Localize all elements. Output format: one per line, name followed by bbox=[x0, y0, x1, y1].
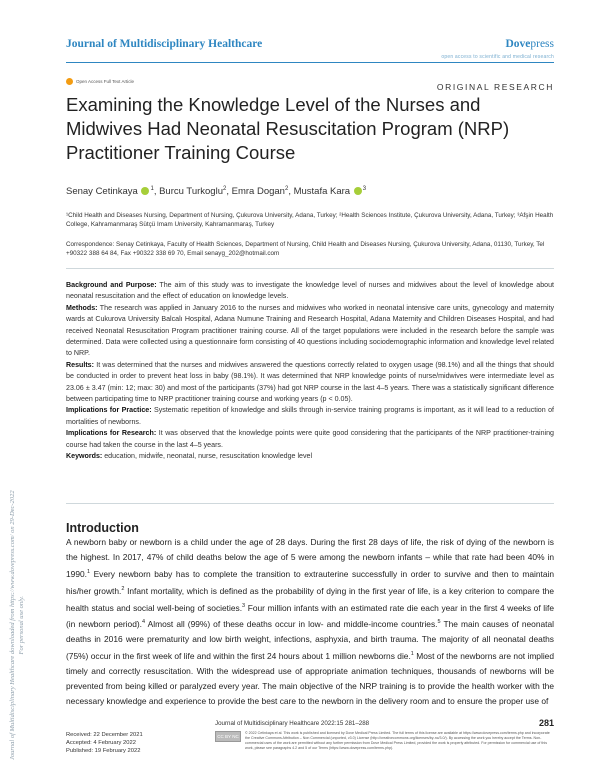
abstract-background bbox=[66, 280, 554, 303]
abstract-research-text: It was observed that the knowledge points were quite good considering that the participants of the NRP practitioner-training course had taken the course in the last 4–5 years. bbox=[66, 429, 555, 449]
abstract-top-divider bbox=[66, 268, 554, 269]
correspondence: Correspondence: Senay Cetinkaya, Faculty of Health Sciences, Department of Nursing, Child Health and Diseases Nursing, Çukurova University, Adana, 01130, Turkey, Tel +90322 388 64 84, Fax +90322 338 69 70, Email senayg_202@hotmail.com bbox=[66, 241, 545, 258]
orcid-icon[interactable] bbox=[354, 187, 362, 195]
intro-text: Almost all (99%) of these deaths occur in low- and middle-income countries. bbox=[145, 619, 438, 630]
open-access-label: Open Access Full Text Article bbox=[76, 79, 134, 84]
affiliations: ¹Child Health and Diseases Nursing, Department of Nursing, Çukurova University, Adana, Turkey; ²Health Sciences Institute, Çukurova University, Adana, Turkey; ³Afşin Health College, Kahramanmaraş Sütçü Imam University, Kahramanmaraş, Turkey bbox=[66, 212, 554, 229]
intro-text: A newborn baby or newborn is a child under the age of 28 days. During the first 28 days of life, the risk of dying of the newborn is the highest. In 2017, 47% of child deaths below the age of 5 were among the newborn infants – while that rate had been 40% in 1990. bbox=[66, 537, 554, 579]
article-title: Examining the Knowledge Level of the Nurses and Midwives Had Neonatal Resuscitation Program (NRP) Practitioner Training Course bbox=[66, 94, 510, 163]
abstract-research bbox=[66, 428, 554, 451]
intro-text: The main causes of neonatal deaths in 2016 were prematurity and low birth weight, infections, asphyxia, and birth trauma. The majority of all neonatal deaths (75%) occur in the first week of life and within the first 24 hours about 1 million newborns die. bbox=[66, 619, 554, 661]
abstract-keywords bbox=[66, 451, 554, 462]
abstract-practice bbox=[66, 405, 554, 428]
citation-link[interactable]: 5 bbox=[437, 619, 441, 626]
publisher-logo[interactable] bbox=[505, 38, 554, 50]
abstract bbox=[66, 280, 554, 463]
abstract-keywords-text: education, midwife, neonatal, nurse, resuscitation knowledge level bbox=[102, 452, 313, 461]
creative-commons-icon[interactable]: CC BY NC bbox=[215, 731, 241, 742]
header-divider bbox=[66, 62, 554, 63]
author-name[interactable]: Mustafa Kara bbox=[293, 186, 351, 198]
publication-dates bbox=[66, 731, 143, 755]
received-date: Received: 22 December 2021 bbox=[66, 732, 143, 738]
journal-name[interactable]: Journal of Multidisciplinary Healthcare bbox=[66, 38, 263, 50]
author-name[interactable]: Senay Cetinkaya bbox=[66, 186, 138, 198]
citation-link[interactable]: 3 bbox=[242, 602, 246, 609]
abstract-background-label: Background and Purpose: bbox=[66, 281, 157, 289]
abstract-research-label: Implications for Research: bbox=[66, 429, 157, 438]
orcid-icon[interactable] bbox=[141, 187, 149, 195]
author-affil-ref: 1 bbox=[150, 186, 154, 192]
abstract-methods bbox=[66, 303, 554, 360]
download-watermark-text bbox=[8, 490, 26, 760]
publisher-logo-bold: Dove bbox=[505, 38, 531, 50]
introduction-paragraph bbox=[66, 535, 554, 709]
abstract-practice-label: Implications for Practice: bbox=[66, 406, 152, 415]
abstract-keywords-label: Keywords: bbox=[66, 452, 103, 461]
open-access-badge bbox=[66, 78, 134, 85]
author-affil-ref: 2 bbox=[284, 186, 289, 192]
download-watermark bbox=[8, 490, 44, 760]
intro-text: Infant mortality, which is defined as the probability of dying in the first year of life, is a key criterion to compare the health status and social well-being of societies. bbox=[66, 585, 555, 613]
accepted-date: Accepted: 4 February 2022 bbox=[66, 740, 136, 746]
author-name[interactable]: Emra Dogan bbox=[231, 186, 285, 198]
author-list: Senay Cetinkaya $^1$, Burcu Turkoglu$^2$, Emra Dogan$^2$, Mustafa Kara $^3$ bbox=[66, 186, 367, 198]
intro-text: Most of the newborns are not implied timely and correctly resuscitation. With the widespread use of appropriate animation techniques, thousands of newborns will be prevented from being killed or paralyzed every year. The main objective of the NRP training is to provide the health worker with the necessary knowledge and experience to provide the best care to the newborn in the delivery room and to ensure the proper use of bbox=[66, 650, 555, 706]
introduction-body bbox=[66, 535, 554, 709]
journal-citation[interactable]: Journal of Multidisciplinary Healthcare 2022:15 281–288 bbox=[215, 720, 370, 727]
abstract-methods-label: Methods: bbox=[66, 303, 98, 312]
citation-link[interactable]: 1 bbox=[410, 651, 414, 658]
abstract-practice-text: Systematic repetition of knowledge and skills through in-service training programs is important, as it will lead to a reduction of mortalities of newborns. bbox=[66, 406, 554, 426]
intro-text: Every newborn baby has to complete the transition to extrauterine successfully in order to survive and then to maintain his/her growth. bbox=[66, 568, 554, 596]
license-text: © 2022 Cetinkaya et al. This work is published and licensed by Dove Medical Press Limited. The full terms of this license are available at https://www.dovepress.com/terms.php and incorporate the Creative Commons Attribution – Non Commercial (unported, v3.0) License (http://creativecommons.org/licenses/by-nc/3.0/). By accessing the work you hereby accept the Terms. Non-commercial uses of the work are permitted without any further permission from Dove Medical Press Limited, provided the work is properly attributed. For permission for commercial use of this work, please see paragraphs 4.2 and 5 of our Terms (https://www.dovepress.com/terms.php). bbox=[245, 731, 550, 750]
page-number: 281 bbox=[538, 718, 554, 728]
license-block bbox=[215, 731, 554, 751]
intro-text: Four million infants with an estimated rate die each year in the first 4 weeks of life (in newborn period). bbox=[66, 602, 554, 630]
article-type: ORIGINAL RESEARCH bbox=[436, 82, 554, 92]
abstract-results-label: Results: bbox=[66, 360, 94, 369]
abstract-results bbox=[66, 360, 554, 406]
abstract-bottom-divider bbox=[66, 503, 554, 504]
publisher-logo-rest: press bbox=[530, 38, 554, 50]
author-name[interactable]: Burcu Turkoglu bbox=[159, 186, 223, 198]
author-affil-ref: 3 bbox=[362, 186, 367, 192]
download-watermark-line1: Journal of Multidisciplinary Healthcare downloaded from https://www.dovepress.com/ on 29-Dec-2022 bbox=[9, 490, 16, 760]
abstract-results-text: It was determined that the nurses and midwives answered the questions correctly related to oxygen usage (98.1%) and all the things that should be conducted in order to prevent heat loss in baby (98.1%). It was determined that NRP knowledge points of nurse/midwives were intermediate level as 23.06 ± 3.47 (min: 12; max: 30) and most of the participants (37%) had got NRP course in the last 4–5 years. There was a statistically significant difference between participating time to NRP practitioner training course and working years (p < 0.05). bbox=[66, 360, 554, 404]
author-affil-ref: 2 bbox=[223, 186, 227, 192]
published-date: Published: 19 February 2022 bbox=[66, 748, 141, 754]
section-heading-introduction: Introduction bbox=[66, 521, 139, 535]
abstract-methods-text: The research was applied in January 2016 to the nurses and midwives who worked in neonatal intensive care units, gynecology and maternity wards at Cukurova University Balcalı Hospital, Adana Numune Training and Research Hospital, Adana Maternity and Children Diseases Hospital, and had received Neonatal Resuscitation Program practitioner training course. All of the target populations were included in the research before the sample was determined. Data were collected using a questionnaire form consisting of 40 questions including sociodemographic information and knowledge level related to NRP. bbox=[66, 303, 554, 358]
citation-link[interactable]: 2 bbox=[121, 585, 125, 592]
open-access-lock-icon bbox=[66, 78, 73, 85]
abstract-background-text: The aim of this study was to investigate the knowledge level of nurses and midwives about the level of knowledge about neonatal resuscitation and the effect of education on knowledge levels. bbox=[66, 281, 555, 301]
download-watermark-line2: For personal use only. bbox=[18, 595, 25, 655]
citation-link[interactable]: 4 bbox=[141, 619, 146, 626]
publisher-tagline: open access to scientific and medical research bbox=[441, 54, 554, 60]
citation-link[interactable]: 1 bbox=[86, 569, 91, 575]
